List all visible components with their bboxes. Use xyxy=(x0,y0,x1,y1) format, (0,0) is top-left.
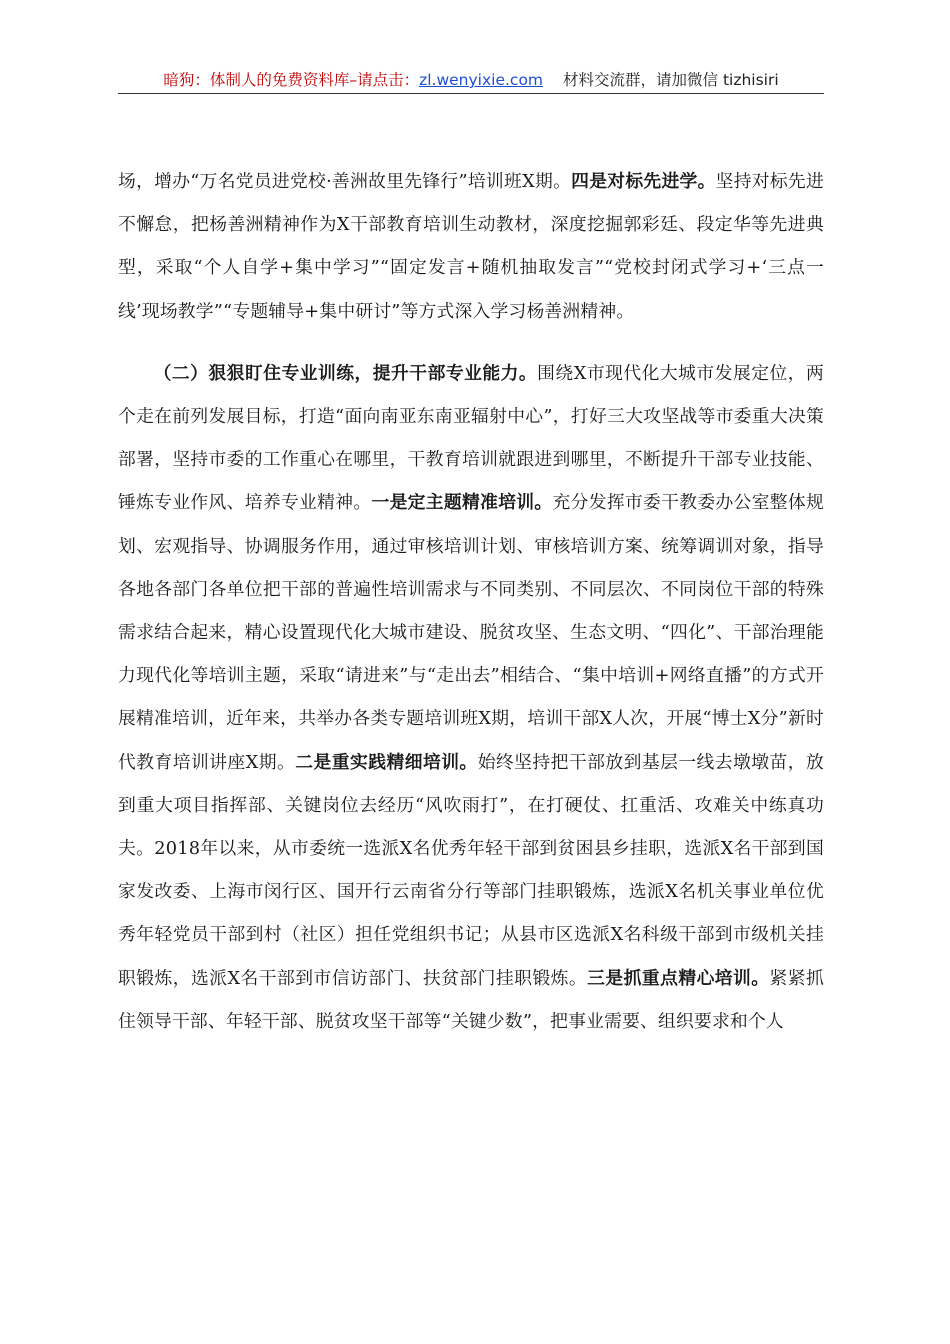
paragraph-1 xyxy=(118,160,824,333)
header-wechat: 材料交流群，请加微信 tizhisiri xyxy=(563,71,779,89)
paragraph-2-text-1: 围绕X市现代化大城市发展定位，两个走在前列发展目标，打造“面向南亚东南亚辐射中心”，打好三大攻坚战等市委重大决策部署，坚持市委的工作重心在哪里，干教育培训就跟进到哪里，不断提升干部专业技能、锤炼专业作风、培养专业精神。 xyxy=(118,362,825,514)
header-link[interactable]: zl.wenyixie.com xyxy=(419,71,544,89)
page-header xyxy=(118,68,824,90)
header-prompt: –请点击： xyxy=(349,71,420,89)
paragraph-2-text-3: 始终坚持把干部放到基层一线去墩墩苗，放到重大项目指挥部、关键岗位去经历“风吹雨打”，在打硬仗、扛重活、攻难关中练真功夫。2018年以来，从市委统一选派X名优秀年轻干部到贫困县乡挂职，选派X名干部到国家发改委、上海市闵行区、国开行云南省分行等部门挂职锻炼，选派X名机关事业单位优秀年轻党员干部到村（社区）担任党组织书记；从县市区选派X名科级干部到市级机关挂职锻炼，选派X名干部到市信访部门、扶贫部门挂职锻炼。 xyxy=(118,751,824,989)
paragraph-2-bold-3: 二是重实践精细培训。 xyxy=(295,751,478,773)
paragraph-2-bold-4: 三是抓重点精心培训。 xyxy=(587,967,770,989)
paragraph-2-text-4: 紧紧抓住领导干部、年轻干部、脱贫攻坚干部等“关键少数”，把事业需要、组织要求和个人 xyxy=(118,967,824,1032)
document-body xyxy=(118,160,824,1043)
paragraph-2-bold-2: 一是定主题精准培训。 xyxy=(371,492,553,514)
paragraph-2-heading: （二）狠狠盯住专业训练，提升干部专业能力。 xyxy=(153,362,538,384)
header-brand: 暗狗：体制人的免费资料库 xyxy=(163,71,350,89)
paragraph-2-text-2: 充分发挥市委干教委办公室整体规划、宏观指导、协调服务作用，通过审核培训计划、审核培训方案、统筹调训对象，指导各地各部门各单位把干部的普遍性培训需求与不同类别、不同层次、不同岗位干部的特殊需求结合起来，精心设置现代化大城市建设、脱贫攻坚、生态文明、“四化”、干部治理能力现代化等培训主题，采取“请进来”与“走出去”相结合、“集中培训+网络直播”的方式开展精准培训，近年来，共举办各类专题培训班X期，培训干部X人次，开展“博士X分”新时代教育培训讲座X期。 xyxy=(118,492,824,773)
paragraph-1-bold-1: 四是对标先进学。 xyxy=(571,171,716,192)
header-divider xyxy=(118,93,824,94)
paragraph-1-text-1: 场，增办“万名党员进党校·善洲故里先锋行”培训班X期。 xyxy=(118,171,572,192)
paragraph-1-text-2: 坚持对标先进不懈怠，把杨善洲精神作为X干部教育培训生动教材，深度挖掘郭彩廷、段定华等先进典型，采取“个人自学+集中学习”“固定发言+随机抽取发言”“党校封闭式学习+‘三点一线’现场教学”“专题辅导+集中研讨”等方式深入学习杨善洲精神。 xyxy=(118,171,824,322)
paragraph-2 xyxy=(118,352,824,1043)
